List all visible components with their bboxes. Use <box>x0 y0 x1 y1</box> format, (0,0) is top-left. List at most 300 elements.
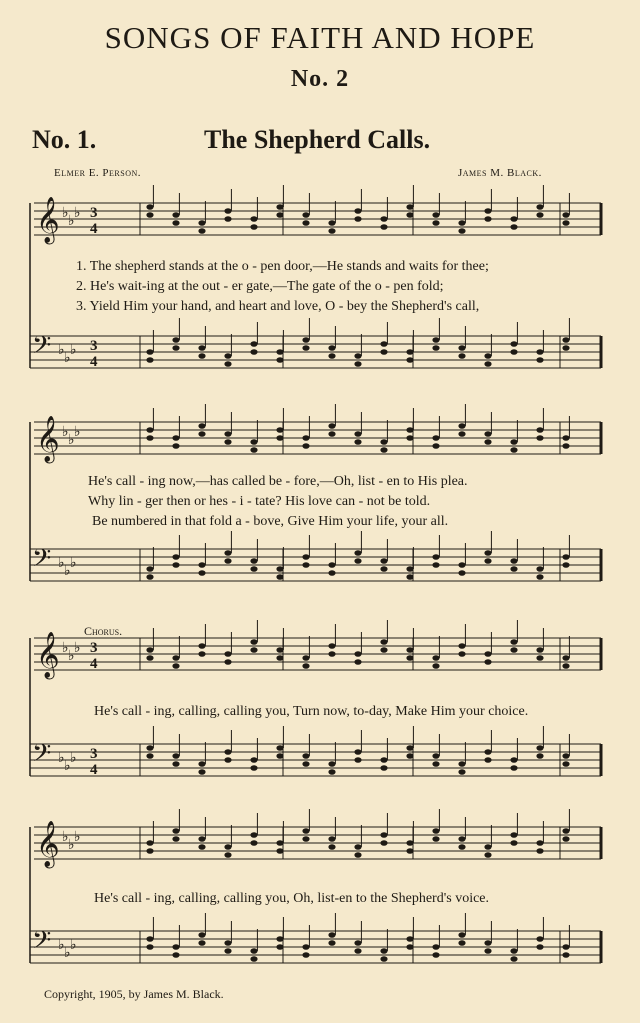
note-head <box>380 447 387 453</box>
note-head <box>458 228 465 234</box>
note-head <box>172 337 179 343</box>
note-head <box>250 832 257 838</box>
note-head <box>510 447 517 453</box>
note-head <box>536 944 543 950</box>
note-head <box>250 439 257 445</box>
note-head <box>432 828 439 834</box>
note-head <box>146 574 153 580</box>
treble-clef-icon: 𝄞 <box>36 821 60 867</box>
note-head <box>380 349 387 355</box>
note-head <box>458 423 465 429</box>
note-head <box>484 216 491 222</box>
note-head <box>328 836 335 842</box>
note-head <box>432 944 439 950</box>
note-head <box>198 345 205 351</box>
note-head <box>432 562 439 568</box>
flat-sign-icon: ♭ <box>58 555 65 571</box>
note-head <box>172 836 179 842</box>
chorus-line-2: He's call - ing, calling, calling you, Oh, list-en to the Shepherd's voice. <box>94 891 490 906</box>
note-head <box>432 212 439 218</box>
note-head <box>406 655 413 661</box>
note-head <box>146 566 153 572</box>
note-head <box>536 357 543 363</box>
note-head <box>328 431 335 437</box>
note-head <box>536 574 543 580</box>
note-head <box>198 940 205 946</box>
note-head <box>380 558 387 564</box>
note-head <box>536 204 543 210</box>
note-head <box>510 840 517 846</box>
note-head <box>250 639 257 645</box>
note-head <box>562 220 569 226</box>
note-head <box>354 844 361 850</box>
note-head <box>224 659 231 665</box>
book-number: No. 2 <box>290 66 350 92</box>
bass-clef-icon: 𝄢 <box>32 926 52 961</box>
note-head <box>458 940 465 946</box>
note-head <box>354 216 361 222</box>
flat-sign-icon: ♭ <box>64 945 71 961</box>
note-head <box>510 224 517 230</box>
note-head <box>224 353 231 359</box>
note-head <box>276 574 283 580</box>
note-head <box>432 220 439 226</box>
note-head <box>302 761 309 767</box>
note-head <box>562 952 569 958</box>
flat-sign-icon: ♭ <box>74 424 81 440</box>
note-head <box>536 427 543 433</box>
note-head <box>458 562 465 568</box>
note-head <box>458 431 465 437</box>
note-head <box>432 435 439 441</box>
hymn-number: No. 1. <box>32 125 97 154</box>
note-head <box>224 940 231 946</box>
time-signature-top: 3 <box>90 746 98 762</box>
note-head <box>432 345 439 351</box>
flat-sign-icon: ♭ <box>70 937 77 953</box>
flat-sign-icon: ♭ <box>58 750 65 766</box>
note-head <box>510 757 517 763</box>
note-head <box>380 639 387 645</box>
note-head <box>302 554 309 560</box>
note-head <box>380 647 387 653</box>
note-head <box>406 427 413 433</box>
note-head <box>536 655 543 661</box>
note-head <box>354 757 361 763</box>
note-head <box>250 956 257 962</box>
note-head <box>224 948 231 954</box>
note-head <box>302 836 309 842</box>
note-head <box>354 651 361 657</box>
note-head <box>198 761 205 767</box>
note-head <box>562 944 569 950</box>
verse-2-line-1: 2. He's wait-ing at the out - er gate,—The gate of the o - pen fold; <box>76 279 444 294</box>
note-head <box>380 832 387 838</box>
note-head <box>354 940 361 946</box>
note-head <box>276 204 283 210</box>
note-head <box>198 643 205 649</box>
note-head <box>406 840 413 846</box>
note-head <box>276 349 283 355</box>
note-head <box>250 558 257 564</box>
flat-sign-icon: ♭ <box>70 750 77 766</box>
note-head <box>250 765 257 771</box>
bass-clef-icon: 𝄢 <box>32 331 52 366</box>
note-head <box>406 566 413 572</box>
note-head <box>328 651 335 657</box>
note-head <box>432 663 439 669</box>
note-head <box>224 208 231 214</box>
flat-sign-icon: ♭ <box>70 555 77 571</box>
note-head <box>406 936 413 942</box>
note-head <box>172 944 179 950</box>
note-head <box>406 574 413 580</box>
flat-sign-icon: ♭ <box>74 205 81 221</box>
note-head <box>484 439 491 445</box>
note-head <box>146 435 153 441</box>
note-head <box>458 643 465 649</box>
note-head <box>510 956 517 962</box>
note-head <box>198 220 205 226</box>
composer-credit: James M. Black. <box>458 167 542 179</box>
treble-clef-icon: 𝄞 <box>36 197 60 243</box>
note-head <box>354 852 361 858</box>
note-head <box>172 554 179 560</box>
lyricist-credit: Elmer E. Person. <box>54 167 142 179</box>
note-head <box>172 753 179 759</box>
note-head <box>224 216 231 222</box>
note-head <box>276 840 283 846</box>
note-head <box>510 765 517 771</box>
note-head <box>484 948 491 954</box>
note-head <box>172 761 179 767</box>
note-head <box>510 566 517 572</box>
flat-sign-icon: ♭ <box>68 432 75 448</box>
note-head <box>328 345 335 351</box>
note-head <box>562 554 569 560</box>
note-head <box>354 439 361 445</box>
note-head <box>380 216 387 222</box>
note-head <box>224 749 231 755</box>
note-head <box>562 761 569 767</box>
note-head <box>458 345 465 351</box>
note-head <box>536 936 543 942</box>
flat-sign-icon: ♭ <box>58 937 65 953</box>
note-head <box>172 828 179 834</box>
note-head <box>406 204 413 210</box>
verse-1-line-2: He's call - ing now,—has called be - fore,—Oh, list - en to His plea. <box>88 474 468 489</box>
note-head <box>354 659 361 665</box>
note-head <box>536 647 543 653</box>
note-head <box>432 337 439 343</box>
note-head <box>380 439 387 445</box>
note-head <box>276 848 283 854</box>
note-head <box>562 562 569 568</box>
note-head <box>510 349 517 355</box>
note-head <box>172 663 179 669</box>
note-head <box>250 349 257 355</box>
note-head <box>198 651 205 657</box>
note-head <box>302 435 309 441</box>
flat-sign-icon: ♭ <box>64 563 71 579</box>
note-head <box>536 753 543 759</box>
note-head <box>562 753 569 759</box>
flat-sign-icon: ♭ <box>74 640 81 656</box>
time-signature-top: 3 <box>90 338 98 354</box>
note-head <box>484 353 491 359</box>
note-head <box>276 212 283 218</box>
note-head <box>198 570 205 576</box>
note-head <box>146 848 153 854</box>
note-head <box>562 836 569 842</box>
note-head <box>198 562 205 568</box>
note-head <box>458 220 465 226</box>
verse-1-line-1: 1. The shepherd stands at the o - pen door,—He stands and waits for thee; <box>76 259 489 274</box>
note-head <box>328 220 335 226</box>
note-head <box>536 349 543 355</box>
note-head <box>224 558 231 564</box>
note-head <box>250 216 257 222</box>
note-head <box>458 932 465 938</box>
note-head <box>224 550 231 556</box>
note-head <box>276 655 283 661</box>
flat-sign-icon: ♭ <box>68 213 75 229</box>
flat-sign-icon: ♭ <box>64 758 71 774</box>
note-head <box>432 443 439 449</box>
note-head <box>198 353 205 359</box>
note-head <box>484 749 491 755</box>
note-head <box>562 663 569 669</box>
hymn-title: The Shepherd Calls. <box>204 125 431 154</box>
note-head <box>172 562 179 568</box>
note-head <box>510 647 517 653</box>
verse-3-line-1: 3. Yield Him your hand, and heart and love, O - bey the Shepherd's call, <box>76 299 480 314</box>
note-head <box>172 345 179 351</box>
note-head <box>250 447 257 453</box>
note-head <box>146 357 153 363</box>
note-head <box>250 224 257 230</box>
note-head <box>458 353 465 359</box>
note-head <box>484 852 491 858</box>
flat-sign-icon: ♭ <box>62 424 69 440</box>
note-head <box>406 435 413 441</box>
note-head <box>510 948 517 954</box>
note-head <box>302 952 309 958</box>
note-head <box>432 952 439 958</box>
note-head <box>354 558 361 564</box>
note-head <box>276 936 283 942</box>
note-head <box>276 944 283 950</box>
note-head <box>380 956 387 962</box>
note-head <box>380 566 387 572</box>
verse-3-line-2: Be numbered in that fold a - bove, Give Him your life, your all. <box>92 514 449 529</box>
note-head <box>250 647 257 653</box>
note-head <box>328 228 335 234</box>
note-head <box>146 745 153 751</box>
note-head <box>302 655 309 661</box>
note-head <box>484 431 491 437</box>
note-head <box>276 435 283 441</box>
note-head <box>328 761 335 767</box>
note-head <box>250 948 257 954</box>
note-head <box>302 944 309 950</box>
time-signature-bottom: 4 <box>90 762 98 778</box>
note-head <box>250 757 257 763</box>
note-head <box>302 828 309 834</box>
note-head <box>224 651 231 657</box>
note-head <box>146 936 153 942</box>
note-head <box>536 566 543 572</box>
note-head <box>380 948 387 954</box>
note-head <box>302 443 309 449</box>
note-head <box>432 554 439 560</box>
note-head <box>328 844 335 850</box>
note-head <box>146 944 153 950</box>
flat-sign-icon: ♭ <box>74 829 81 845</box>
note-head <box>146 655 153 661</box>
note-head <box>328 940 335 946</box>
note-head <box>276 745 283 751</box>
note-head <box>276 427 283 433</box>
note-head <box>354 431 361 437</box>
note-head <box>458 844 465 850</box>
note-head <box>302 212 309 218</box>
note-head <box>354 550 361 556</box>
note-head <box>354 749 361 755</box>
note-head <box>510 832 517 838</box>
note-head <box>328 643 335 649</box>
note-head <box>406 647 413 653</box>
note-head <box>458 836 465 842</box>
note-head <box>328 353 335 359</box>
note-head <box>562 443 569 449</box>
bass-clef-icon: 𝄢 <box>32 544 52 579</box>
note-head <box>146 349 153 355</box>
note-head <box>328 570 335 576</box>
note-head <box>198 228 205 234</box>
note-head <box>354 208 361 214</box>
note-head <box>250 341 257 347</box>
note-head <box>432 836 439 842</box>
note-head <box>536 435 543 441</box>
note-head <box>380 224 387 230</box>
note-head <box>198 431 205 437</box>
note-head <box>562 212 569 218</box>
note-head <box>458 651 465 657</box>
note-head <box>484 659 491 665</box>
note-head <box>302 562 309 568</box>
note-head <box>380 341 387 347</box>
flat-sign-icon: ♭ <box>58 342 65 358</box>
flat-sign-icon: ♭ <box>68 648 75 664</box>
note-head <box>302 337 309 343</box>
copyright-notice: Copyright, 1905, by James M. Black. <box>44 987 224 1001</box>
chorus-label: Chorus. <box>84 624 123 638</box>
note-head <box>484 550 491 556</box>
note-head <box>510 639 517 645</box>
time-signature-bottom: 4 <box>90 656 98 672</box>
note-head <box>484 558 491 564</box>
note-head <box>562 337 569 343</box>
note-head <box>406 745 413 751</box>
note-head <box>562 655 569 661</box>
note-head <box>510 216 517 222</box>
note-head <box>146 840 153 846</box>
time-signature-top: 3 <box>90 205 98 221</box>
flat-sign-icon: ♭ <box>68 837 75 853</box>
note-head <box>328 932 335 938</box>
note-head <box>354 353 361 359</box>
note-head <box>146 204 153 210</box>
note-head <box>536 848 543 854</box>
note-head <box>146 212 153 218</box>
bass-clef-icon: 𝄢 <box>32 739 52 774</box>
note-head <box>536 840 543 846</box>
note-head <box>276 647 283 653</box>
note-head <box>380 840 387 846</box>
note-head <box>484 651 491 657</box>
note-head <box>458 570 465 576</box>
note-head <box>224 361 231 367</box>
note-head <box>172 435 179 441</box>
flat-sign-icon: ♭ <box>62 205 69 221</box>
note-head <box>276 566 283 572</box>
note-head <box>302 663 309 669</box>
note-head <box>510 439 517 445</box>
flat-sign-icon: ♭ <box>70 342 77 358</box>
note-head <box>172 443 179 449</box>
note-head <box>458 769 465 775</box>
time-signature-bottom: 4 <box>90 354 98 370</box>
note-head <box>224 431 231 437</box>
note-head <box>302 220 309 226</box>
note-head <box>198 932 205 938</box>
note-head <box>536 212 543 218</box>
flat-sign-icon: ♭ <box>62 640 69 656</box>
note-head <box>172 220 179 226</box>
note-head <box>224 439 231 445</box>
note-head <box>562 828 569 834</box>
note-head <box>406 357 413 363</box>
note-head <box>354 948 361 954</box>
book-title: SONGS OF FAITH AND HOPE <box>104 20 536 55</box>
time-signature-bottom: 4 <box>90 221 98 237</box>
note-head <box>172 655 179 661</box>
note-head <box>328 769 335 775</box>
note-head <box>406 753 413 759</box>
note-head <box>328 562 335 568</box>
time-signature-top: 3 <box>90 640 98 656</box>
note-head <box>484 208 491 214</box>
note-head <box>224 852 231 858</box>
treble-clef-icon: 𝄞 <box>36 416 60 462</box>
flat-sign-icon: ♭ <box>64 350 71 366</box>
note-head <box>484 844 491 850</box>
note-head <box>224 844 231 850</box>
note-head <box>380 765 387 771</box>
note-head <box>432 753 439 759</box>
note-head <box>146 647 153 653</box>
note-head <box>510 341 517 347</box>
flat-sign-icon: ♭ <box>62 829 69 845</box>
note-head <box>146 753 153 759</box>
note-head <box>172 212 179 218</box>
verse-2-line-2: Why lin - ger then or hes - i - tate? His love can - not be told. <box>88 494 431 509</box>
note-head <box>354 361 361 367</box>
note-head <box>172 952 179 958</box>
note-head <box>198 844 205 850</box>
note-head <box>276 357 283 363</box>
